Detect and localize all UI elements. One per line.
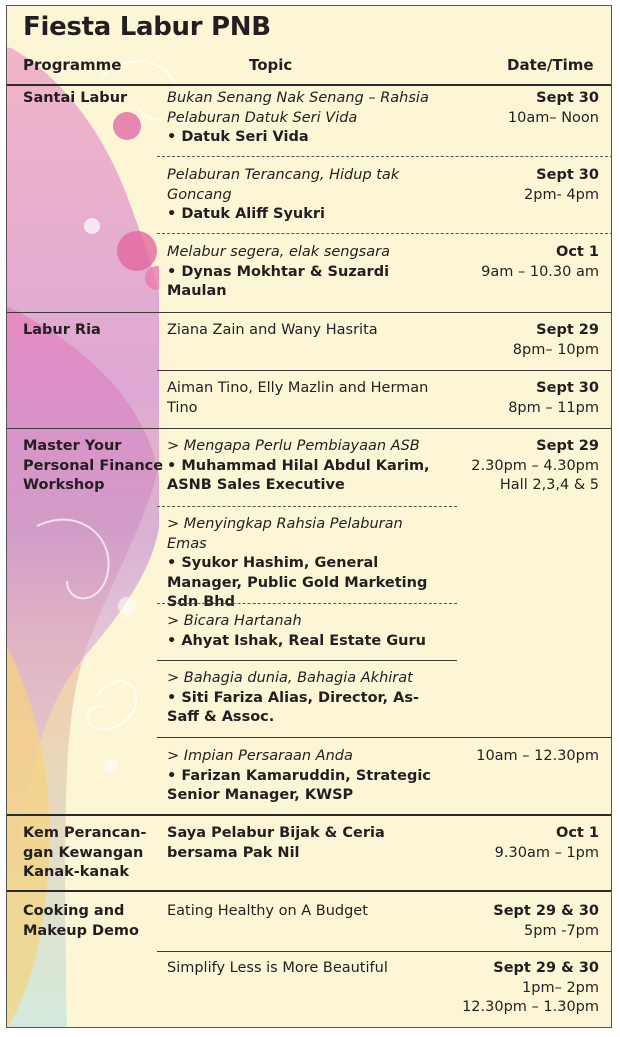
datetime-ria-2: [437, 379, 599, 418]
schedule-panel: [6, 5, 612, 1028]
session-topic: Melabur segera, elak sengsara: [167, 244, 390, 260]
datetime-mypf-5: [437, 747, 599, 767]
row-divider: [157, 951, 612, 952]
header-divider: [7, 84, 612, 86]
datetime-santai-3: [437, 243, 599, 282]
session-speaker: • Syukor Hashim, General Manager, Public Gold Marketing Sdn Bhd: [167, 555, 428, 610]
session-speaker: • Datuk Aliff Syukri: [167, 206, 326, 222]
session-time: 10am– Noon: [507, 109, 599, 126]
section-divider: [7, 428, 612, 429]
row-divider: [157, 660, 457, 661]
section-divider: [7, 312, 612, 313]
session-topic: Aiman Tino, Elly Mazlin and Herman Tino: [167, 380, 429, 416]
session-date: Sept 29: [536, 322, 599, 338]
session-ria-1: [167, 321, 447, 341]
session-topic: Saya Pelabur Bijak & Ceria bersama Pak Nil: [167, 825, 385, 861]
datetime-ria-1: [437, 321, 599, 360]
row-divider: [157, 233, 612, 234]
session-mypf-3: [167, 612, 447, 651]
session-topic: > Impian Persaraan Anda: [167, 748, 353, 764]
session-speaker: • Siti Fariza Alias, Director, As-Saff & Assoc.: [167, 689, 419, 725]
session-cook-2: [167, 959, 447, 979]
programme-cooking-and-makeup-demo: Cooking and Makeup Demo: [23, 903, 139, 939]
session-speaker: • Dynas Mokhtar & Suzardi Maulan: [167, 263, 390, 299]
session-topic: > Bicara Hartanah: [167, 613, 302, 629]
session-date: Sept 29: [536, 438, 599, 454]
row-divider: [157, 156, 612, 157]
datetime-cook-2: [437, 959, 599, 1018]
session-date: Sept 30: [536, 90, 599, 106]
header-datetime: Date/Time: [507, 56, 594, 74]
session-topic: > Menyingkap Rahsia Pelaburan Emas: [167, 516, 403, 552]
programme-santai-labur: Santai Labur: [23, 90, 128, 106]
session-topic: > Bahagia dunia, Bahagia Akhirat: [167, 670, 413, 686]
session-date: Sept 30: [536, 167, 599, 183]
session-mypf-5: [167, 747, 447, 806]
session-topic: Simplify Less is More Beautiful: [167, 960, 388, 976]
session-mypf-1: [167, 437, 447, 496]
session-time: 10am – 12.30pm: [476, 748, 599, 764]
session-time: 9am – 10.30 am: [481, 263, 599, 280]
session-date: Sept 30: [536, 380, 599, 396]
session-date: Sept 29 & 30: [493, 903, 599, 919]
session-mypf-4: [167, 669, 447, 728]
datetime-cook-1: [437, 902, 599, 941]
header-programme: Programme: [23, 56, 122, 74]
session-mypf-2: [167, 515, 447, 613]
programme-kem-perancangan-kewangan: Kem Perancan-gan Kewangan Kanak-kanak: [23, 825, 147, 880]
row-divider: [157, 737, 612, 738]
programme-labur-ria: Labur Ria: [23, 322, 101, 338]
session-venue: Hall 2,3,4 & 5: [499, 477, 599, 493]
session-time: 2pm- 4pm: [524, 186, 599, 203]
session-santai-3: [167, 243, 427, 302]
session-topic: Ziana Zain and Wany Hasrita: [167, 322, 378, 338]
session-date: Oct 1: [556, 825, 599, 841]
datetime-mypf-1: [437, 437, 599, 496]
session-time: 5pm -7pm: [524, 922, 599, 939]
session-speaker: • Ahyat Ishak, Real Estate Guru: [167, 632, 426, 649]
session-santai-1: [167, 89, 447, 148]
session-topic: Pelaburan Terancang, Hidup tak Goncang: [167, 167, 400, 203]
session-topic: Bukan Senang Nak Senang – Rahsia Pelaburan Datuk Seri Vida: [167, 90, 429, 126]
session-date: Oct 1: [556, 244, 599, 260]
datetime-kem-1: [437, 824, 599, 863]
datetime-santai-2: [437, 166, 599, 205]
session-speaker: • Datuk Seri Vida: [167, 129, 309, 145]
session-time: 9.30am – 1pm: [494, 844, 599, 861]
session-time-2: 12.30pm – 1.30pm: [462, 999, 599, 1015]
session-time: 8pm– 10pm: [512, 341, 599, 358]
session-time: 2.30pm – 4.30pm: [471, 457, 599, 474]
datetime-santai-1: [437, 89, 599, 128]
session-speaker: • Farizan Kamaruddin, Strategic Senior Manager, KWSP: [167, 767, 431, 803]
section-divider: [7, 814, 612, 816]
page-title: Fiesta Labur PNB: [23, 12, 271, 42]
row-divider: [157, 603, 457, 604]
session-cook-1: [167, 902, 447, 922]
session-kem-1: [167, 824, 417, 863]
row-divider: [157, 370, 612, 371]
session-ria-2: [167, 379, 457, 418]
session-date: Sept 29 & 30: [493, 960, 599, 976]
session-speaker: • Muhammad Hilal Abdul Karim, ASNB Sales Executive: [167, 457, 430, 493]
header-topic: Topic: [249, 56, 293, 74]
row-divider: [157, 506, 457, 507]
session-topic: > Mengapa Perlu Pembiayaan ASB: [167, 438, 420, 454]
programme-master-your-personal-finance: Master Your Personal Finance Workshop: [23, 438, 164, 493]
session-topic: Eating Healthy on A Budget: [167, 903, 368, 919]
session-santai-2: [167, 166, 447, 225]
section-divider: [7, 890, 612, 892]
session-time: 1pm– 2pm: [522, 979, 599, 996]
session-time: 8pm – 11pm: [508, 399, 599, 416]
